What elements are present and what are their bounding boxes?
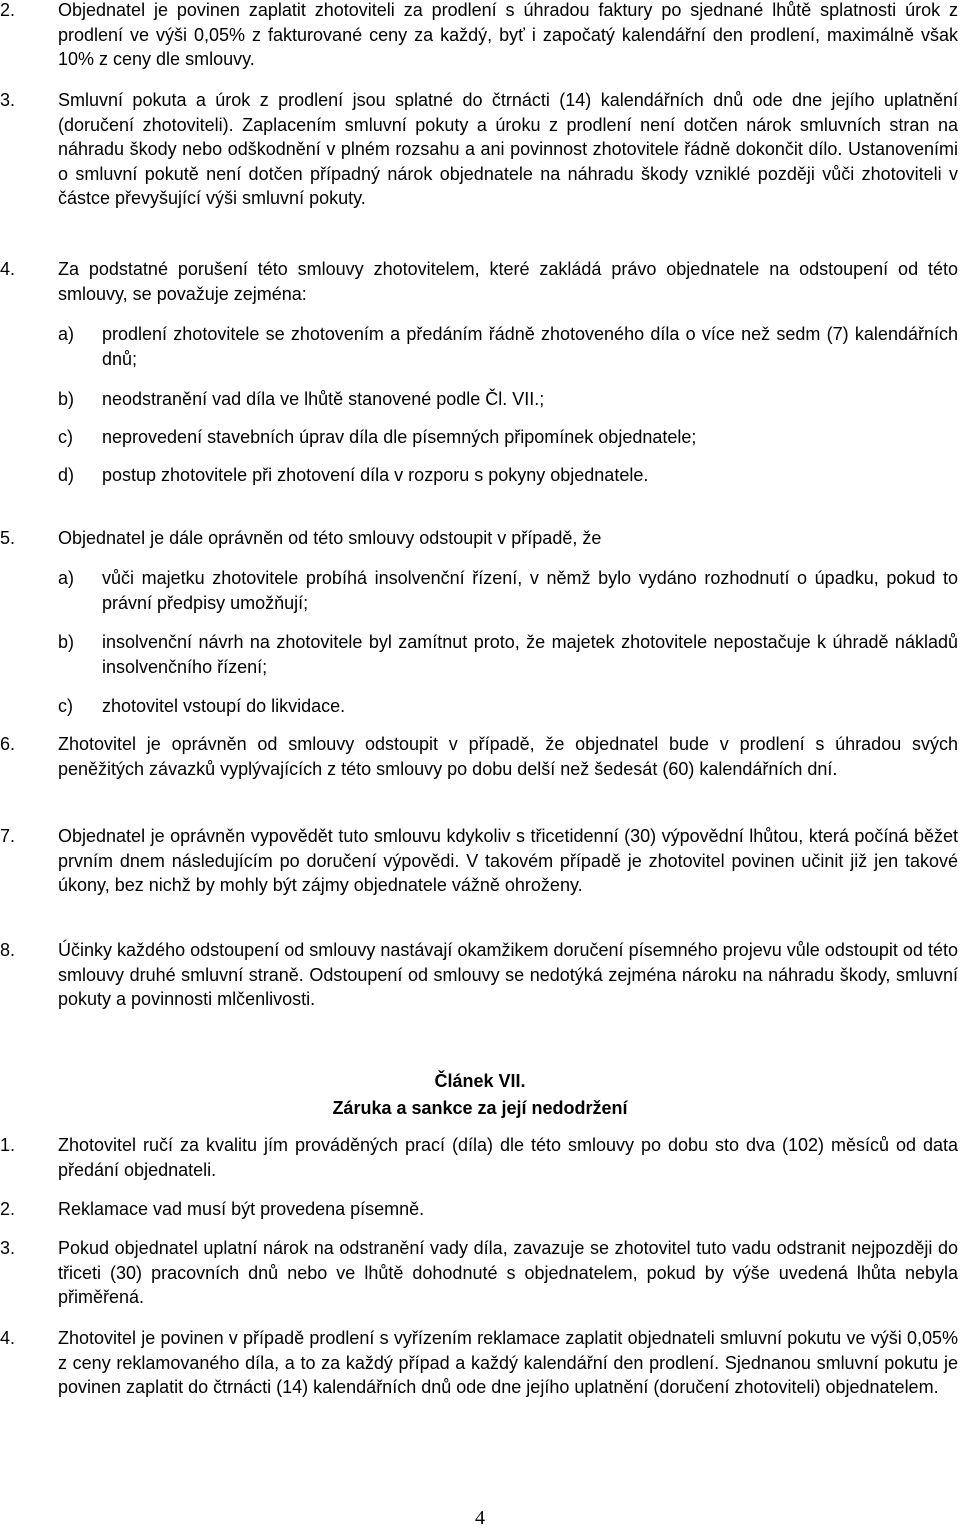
clause-6-5-c bbox=[58, 694, 958, 719]
clause-6-3 bbox=[0, 88, 958, 211]
sub-text: prodlení zhotovitele se zhotovením a předáním řádně zhotoveného díla o více než sedm (7) kalendářních dnů; bbox=[102, 324, 958, 369]
clause-text: Smluvní pokuta a úrok z prodlení jsou splatné do čtrnácti (14) kalendářních dnů ode dne jejího uplatnění (doručení zhotoviteli). Zaplacením smluvní pokuty a úroku z prodlení není dotčen nárok smluvních stran na náhradu škody nebo odškodnění v plném rozsahu a ani povinnost zhotovitele řádně dokončit dílo. Ustanoveními o smluvní pokutě není dotčen případný nárok objednatele na náhradu škody vzniklé později vůči zhotoviteli v částce převyšující výši smluvní pokuty. bbox=[58, 90, 958, 208]
clause-7-4 bbox=[0, 1326, 958, 1400]
clause-6-4-d bbox=[58, 463, 958, 488]
clause-6-5 bbox=[0, 526, 958, 551]
sub-label: a) bbox=[58, 324, 75, 344]
article-subheading: Záruka a sankce za její nedodržení bbox=[332, 1098, 628, 1118]
clause-6-4 bbox=[0, 257, 958, 306]
sub-label: c) bbox=[58, 427, 73, 447]
sub-text: vůči majetku zhotovitele probíhá insolvenční řízení, v němž bylo vydáno rozhodnutí o úpadku, pokud to právní předpisy umožňují; bbox=[102, 568, 958, 613]
sub-text: postup zhotovitele při zhotovení díla v rozporu s pokyny objednatele. bbox=[102, 465, 649, 485]
clause-number: 7. bbox=[0, 826, 16, 846]
sub-text: insolvenční návrh na zhotovitele byl zamítnut proto, že majetek zhotovitele nepostačuje k úhradě nákladů insolvenčního řízení; bbox=[102, 632, 958, 677]
clause-number: 5. bbox=[0, 528, 16, 548]
clause-6-8 bbox=[0, 938, 958, 1012]
sub-label: d) bbox=[58, 465, 75, 485]
page-number: 4 bbox=[475, 1507, 485, 1529]
sub-label: a) bbox=[58, 568, 75, 588]
clause-number: 8. bbox=[0, 940, 16, 960]
clause-6-6 bbox=[0, 732, 958, 781]
clause-7-3 bbox=[0, 1236, 958, 1310]
clause-number: 4. bbox=[0, 1328, 16, 1348]
clause-6-5-b bbox=[58, 630, 958, 679]
clause-number: 2. bbox=[0, 1199, 16, 1219]
clause-number: 1. bbox=[0, 1135, 16, 1155]
clause-text: Pokud objednatel uplatní nárok na odstranění vady díla, zavazuje se zhotovitel tuto vadu odstranit nejpozději do třiceti (30) pracovních dnů nebo ve lhůtě dohodnuté s objednatelem, pokud by výše uvedená lhůta nebyla přiměřená. bbox=[58, 1238, 958, 1307]
clause-6-5-a bbox=[58, 566, 958, 615]
clause-7-1 bbox=[0, 1133, 958, 1182]
clause-text: Zhotovitel ručí za kvalitu jím prováděných prací (díla) dle této smlouvy po dobu sto dva (102) měsíců od data předání objednateli. bbox=[58, 1135, 958, 1180]
sub-text: zhotovitel vstoupí do likvidace. bbox=[102, 696, 346, 716]
clause-number: 6. bbox=[0, 734, 16, 754]
sub-text: neprovedení stavebních úprav díla dle písemných připomínek objednatele; bbox=[102, 427, 697, 447]
clause-text: Objednatel je povinen zaplatit zhotoviteli za prodlení s úhradou faktury po sjednané lhůtě splatnosti úrok z prodlení ve výši 0,05% z fakturované ceny za každý, byť i započatý kalendářní den prodlení, maximálně však 10% z ceny dle smlouvy. bbox=[58, 0, 958, 69]
clause-6-7 bbox=[0, 824, 958, 898]
clause-text: Zhotovitel je oprávněn od smlouvy odstoupit v případě, že objednatel bude v prodlení s úhradou svých peněžitých závazků vyplývajících z této smlouvy po dobu delší než šedesát (60) kalendářních dní. bbox=[58, 734, 958, 779]
clause-text: Objednatel je oprávněn vypovědět tuto smlouvu kdykoliv s třicetidenní (30) výpovědní lhůtou, která počíná běžet prvním dnem následujícím po doručení výpovědi. V takovém případě je zhotovitel povinen učinit již jen takové úkony, bez nichž by mohly být zájmy objednatele vážně ohroženy. bbox=[58, 826, 958, 895]
clause-6-4-c bbox=[58, 425, 958, 450]
clause-number: 2. bbox=[0, 0, 16, 20]
sub-label: b) bbox=[58, 632, 75, 652]
sub-label: b) bbox=[58, 389, 75, 409]
clause-6-4-a bbox=[58, 322, 958, 371]
sub-label: c) bbox=[58, 696, 73, 716]
clause-text: Reklamace vad musí být provedena písemně. bbox=[58, 1199, 425, 1219]
clause-text: Objednatel je dále oprávněn od této smlouvy odstoupit v případě, že bbox=[58, 528, 602, 548]
clause-7-2 bbox=[0, 1197, 958, 1222]
clause-6-2 bbox=[0, 0, 958, 72]
clause-6-4-b bbox=[58, 387, 958, 412]
sub-text: neodstranění vad díla ve lhůtě stanovené podle Čl. VII.; bbox=[102, 389, 545, 409]
clause-number: 4. bbox=[0, 259, 16, 279]
article-heading: Článek VII. bbox=[434, 1071, 526, 1091]
clause-text: Účinky každého odstoupení od smlouvy nastávají okamžikem doručení písemného projevu vůle odstoupit od této smlouvy druhé smluvní straně. Odstoupení od smlouvy se nedotýká zejména nároku na náhradu škody, smluvní pokuty a povinnosti mlčenlivosti. bbox=[58, 940, 958, 1009]
clause-number: 3. bbox=[0, 90, 16, 110]
clause-number: 3. bbox=[0, 1238, 16, 1258]
clause-text: Za podstatné porušení této smlouvy zhotovitelem, které zakládá právo objednatele na odstoupení od této smlouvy, se považuje zejména: bbox=[58, 259, 958, 304]
clause-text: Zhotovitel je povinen v případě prodlení s vyřízením reklamace zaplatit objednateli smluvní pokutu ve výši 0,05% z ceny reklamovaného díla, a to za každý případ a každý kalendářní den prodlení. Sjednanou smluvní pokutu je povinen zaplatit do čtrnácti (14) kalendářních dnů ode dne jejího uplatnění (doručení zhotoviteli) objednatelem. bbox=[58, 1328, 958, 1397]
